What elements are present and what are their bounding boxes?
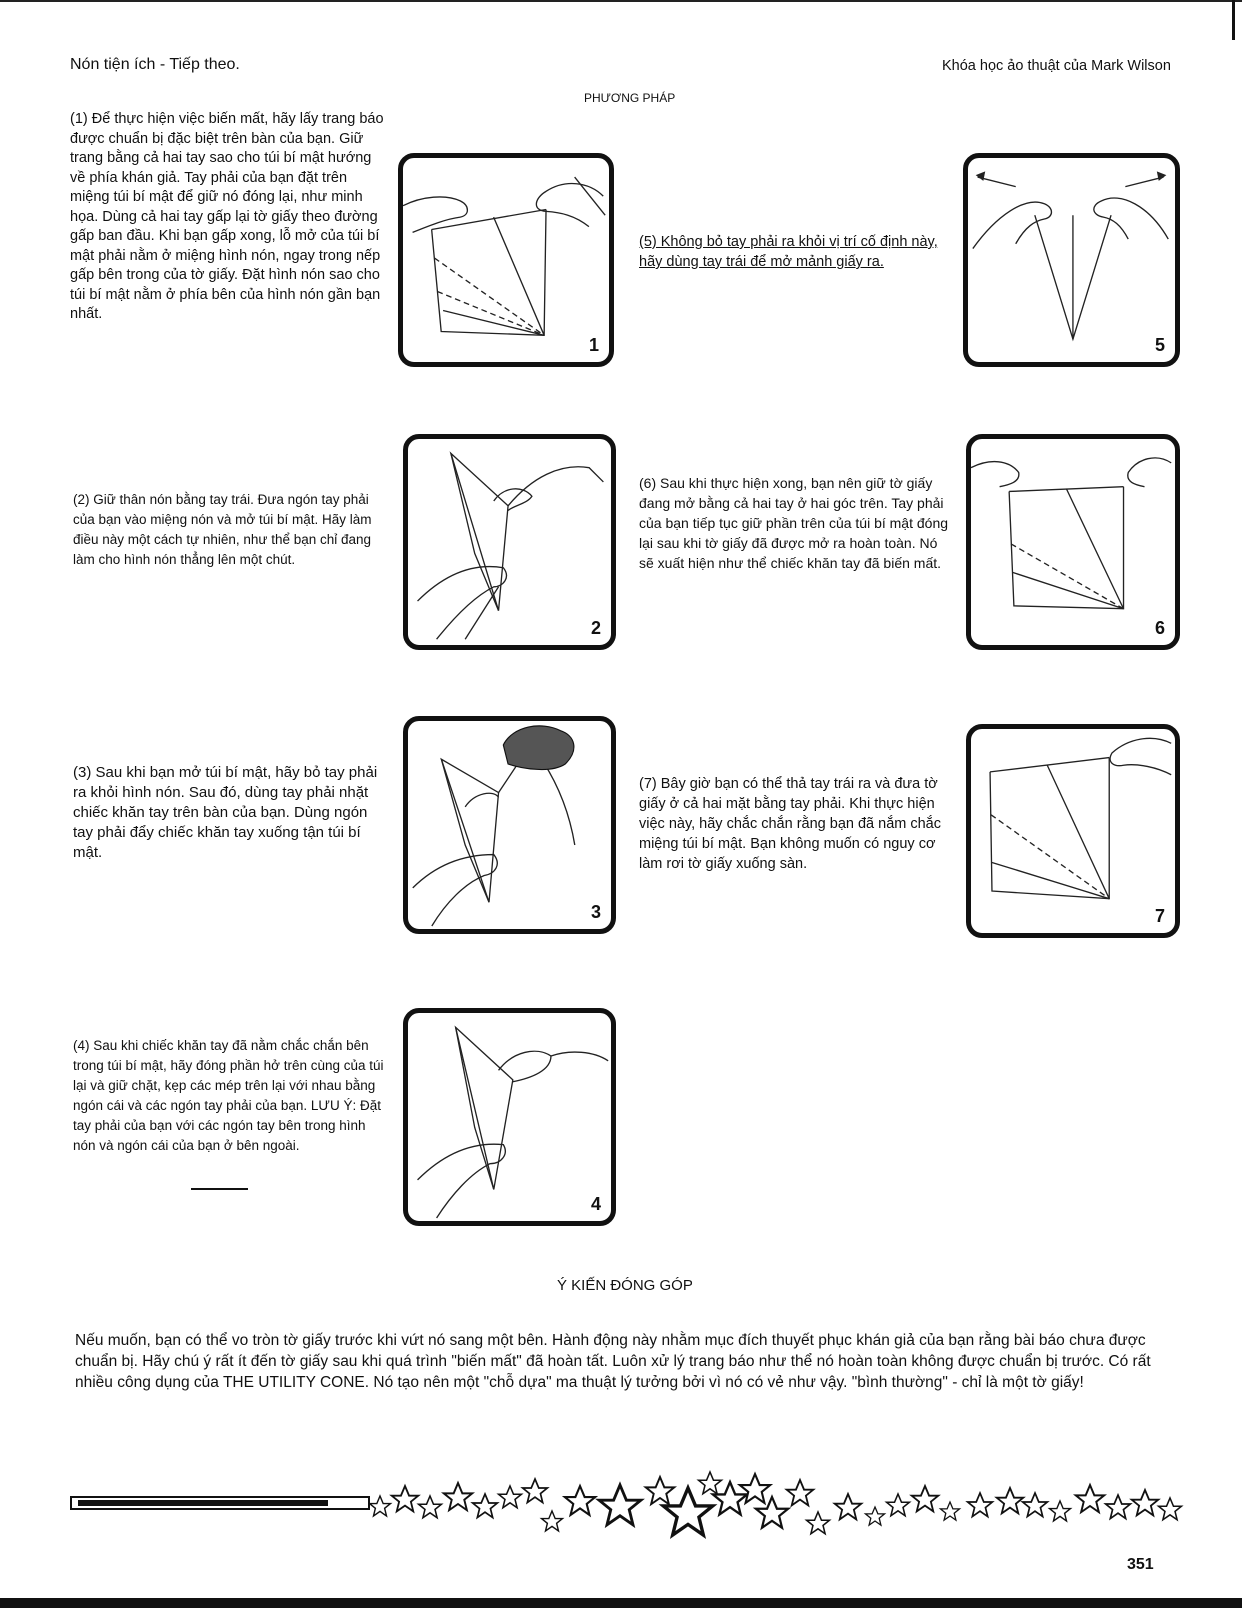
step-6-text: (6) Sau khi thực hiện xong, bạn nên giữ tờ giấy đang mở bằng cả hai tay ở hai góc trên. Tay phải của bạn tiếp tục giữ phần trên của túi bí mật đóng lại sau khi tờ giấy đã được mở ra hoàn toàn. Nó sẽ xuất hiện như thể chiếc khăn tay đã biến mất. [639,475,949,571]
comments-title: Ý KIẾN ĐÓNG GÓP [557,1277,693,1294]
step-7-text: (7) Bây giờ bạn có thể thả tay trái ra và đưa tờ giấy ở cả hai mặt bằng tay phải. Khi thực hiện việc này, hãy chắc chắn rằng bạn đã nắm chắc miệng túi bí mật. Bạn không muốn có nguy cơ làm rơi tờ giấy xuống sàn. [639,776,942,872]
illustration-panel-3 [403,716,616,934]
step-4-text: (4) Sau khi chiếc khăn tay đã nằm chắc chắn bên trong túi bí mật, hãy đóng phần hở trên cùng của túi lại và giữ chặt, kẹp các mép trên lại với nhau bằng ngón cái và các ngón tay phải của bạn. LƯU Ý: Đặt tay phải của bạn với các ngón tay bên trong hình nón và ngón cái của bạn ở bên ngoài. [73,1038,384,1153]
panel-number-1: 1 [588,335,599,355]
step-1-text: (1) Để thực hiện việc biến mất, hãy lấy trang báo được chuẩn bị đặc biệt trên bàn của bạn. Giữ trang bằng cả hai tay sao cho túi bí mật hướng về phía khán giả. Tay phải của bạn đặt trên miệng túi bí mật để giữ nó đóng lại, như minh họa. Dùng cả hai tay gấp lại tờ giấy theo đường gấp ban đầu. Khi bạn gấp xong, lỗ mở của túi bí mật phải nằm ở miệng hình nón, ngay trong nếp gấp bên trong của tờ giấy. Đặt hình nón sao cho túi bí mật nằm ở phía bên của hình nón gần bạn nhất. [70,111,384,322]
footer-bar [70,1496,370,1510]
unfolding-illustration [968,158,1175,362]
closed-cone-illustration [408,1013,611,1221]
step-3-text: (3) Sau khi bạn mở túi bí mật, hãy bỏ tay phải ra khỏi hình nón. Sau đó, dùng tay phải nhặt chiếc khăn tay trên bàn của bạn. Dùng ngón tay phải đẩy chiếc khăn tay xuống tận túi bí mật. [73,764,378,861]
illustration-panel-1 [398,153,614,367]
page-number: 351 [1127,1556,1154,1573]
opened-sheet-illustration [971,439,1175,645]
illustration-panel-4 [403,1008,616,1226]
panel-number-2: 2 [590,618,601,638]
open-sheet-illustration [403,158,609,362]
right-hand-sheet-illustration [971,729,1175,933]
panel-number-3: 3 [590,902,601,922]
panel-number-4: 4 [590,1194,601,1214]
step-2-text: (2) Giữ thân nón bằng tay trái. Đưa ngón tay phải của bạn vào miệng nón và mở túi bí mật. Hãy làm điều này một cách tự nhiên, như thể bạn chỉ đang làm cho hình nón thẳng lên một chút. [73,492,372,567]
panel-number-7: 7 [1154,906,1165,926]
page-title-right: Khóa học ảo thuật của Mark Wilson [942,58,1171,74]
illustration-panel-6 [966,434,1180,650]
page-title-left: Nón tiện ích - Tiếp theo. [70,56,240,73]
cone-illustration [408,439,611,645]
handkerchief-shape [503,726,574,770]
illustration-panel-7 [966,724,1180,938]
comments-body: Nếu muốn, bạn có thể vo tròn tờ giấy trước khi vứt nó sang một bên. Hành động này nhằm mục đích thuyết phục khán giả của bạn rằng bài báo chưa được chuẩn bị. Hãy chú ý rất ít đến tờ giấy sau khi quá trình "biến mất" đã hoàn tất. Luôn xử lý trang báo như thể nó hoàn toàn không được chuẩn bị trước. Có rất nhiều công dụng của THE UTILITY CONE. Nó tạo nên một "chỗ dựa" ma thuật lý tưởng bởi vì nó có vẻ như vậy. "bình thường" - chỉ là một tờ giấy! [75,1332,1151,1391]
text-end-rule [191,1188,248,1190]
illustration-panel-2 [403,434,616,650]
panel-number-5: 5 [1154,335,1165,355]
cone-handkerchief-illustration [408,721,611,929]
section-title: PHƯƠNG PHÁP [584,91,676,105]
right-edge-mark [1232,0,1235,40]
stars-border-icon [370,1462,1190,1552]
bottom-rule [0,1598,1242,1608]
step-5-text: (5) Không bỏ tay phải ra khỏi vị trí cố định này, hãy dùng tay trái để mở mảnh giấy ra. [639,234,938,270]
illustration-panel-5 [963,153,1180,367]
panel-number-6: 6 [1154,618,1165,638]
top-rule [0,0,1242,2]
